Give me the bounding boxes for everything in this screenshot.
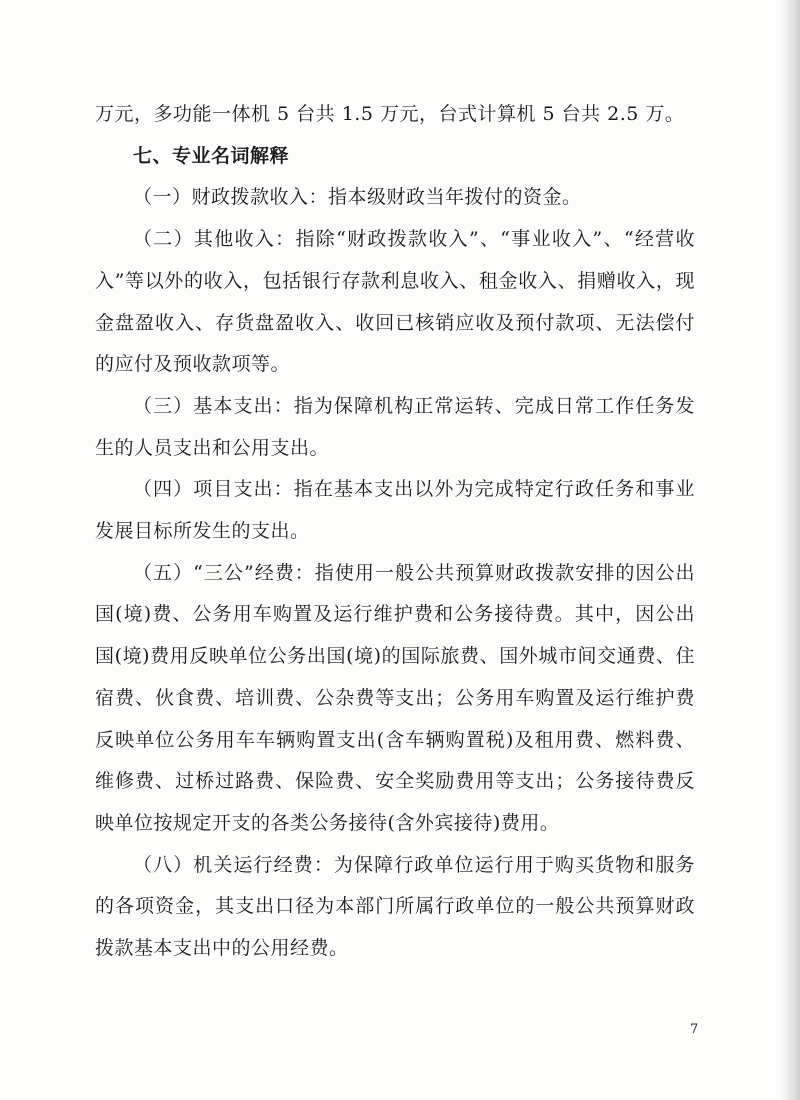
paragraph-term-1: （一）财政拨款收入：指本级财政当年拨付的资金。 xyxy=(133,186,582,209)
paragraph-term-4: （四）项目支出：指在基本支出以外为完成特定行政任务和事业发展目标所发生的支出。 xyxy=(95,478,695,543)
page-number: 7 xyxy=(690,1022,699,1037)
document-body xyxy=(95,94,695,970)
paragraph-term-8: （八）机关运行经费：为保障行政单位运行用于购买货物和服务的各项资金，其支出口径为本部门所属行政单位的一般公共预算财政拨款基本支出中的公用经费。 xyxy=(95,853,695,960)
paragraph-term-2: （二）其他收入：指除“财政拨款收入”、“事业收入”、“经营收入”等以外的收入，包括银行存款利息收入、租金收入、捐赠收入，现金盘盈收入、存货盘盈收入、收回已核销应收及预付款项、无法偿付的应付及预收款项等。 xyxy=(95,228,695,376)
paragraph-term-5: （五）“三公”经费：指使用一般公共预算财政拨款安排的因公出国(境)费、公务用车购置及运行维护费和公务接待费。其中，因公出国(境)费用反映单位公务出国(境)的国际旅费、国外城市间交通费、住宿费、伙食费、培训费、公杂费等支出；公务用车购置及运行维护费反映单位公务用车车辆购置支出(含车辆购置税)及租用费、燃料费、维修费、过桥过路费、保险费、安全奖励费用等支出；公务接待费反映单位按规定开支的各类公务接待(含外宾接待)费用。 xyxy=(95,561,695,834)
paragraph-continuation: 万元，多功能一体机 5 台共 1.5 万元，台式计算机 5 台共 2.5 万。 xyxy=(95,103,685,125)
section-heading: 七、专业名词解释 xyxy=(133,144,290,167)
scan-edge-shadow xyxy=(778,0,800,1100)
paragraph-term-3: （三）基本支出：指为保障机构正常运转、完成日常工作任务发生的人员支出和公用支出。 xyxy=(95,394,695,459)
